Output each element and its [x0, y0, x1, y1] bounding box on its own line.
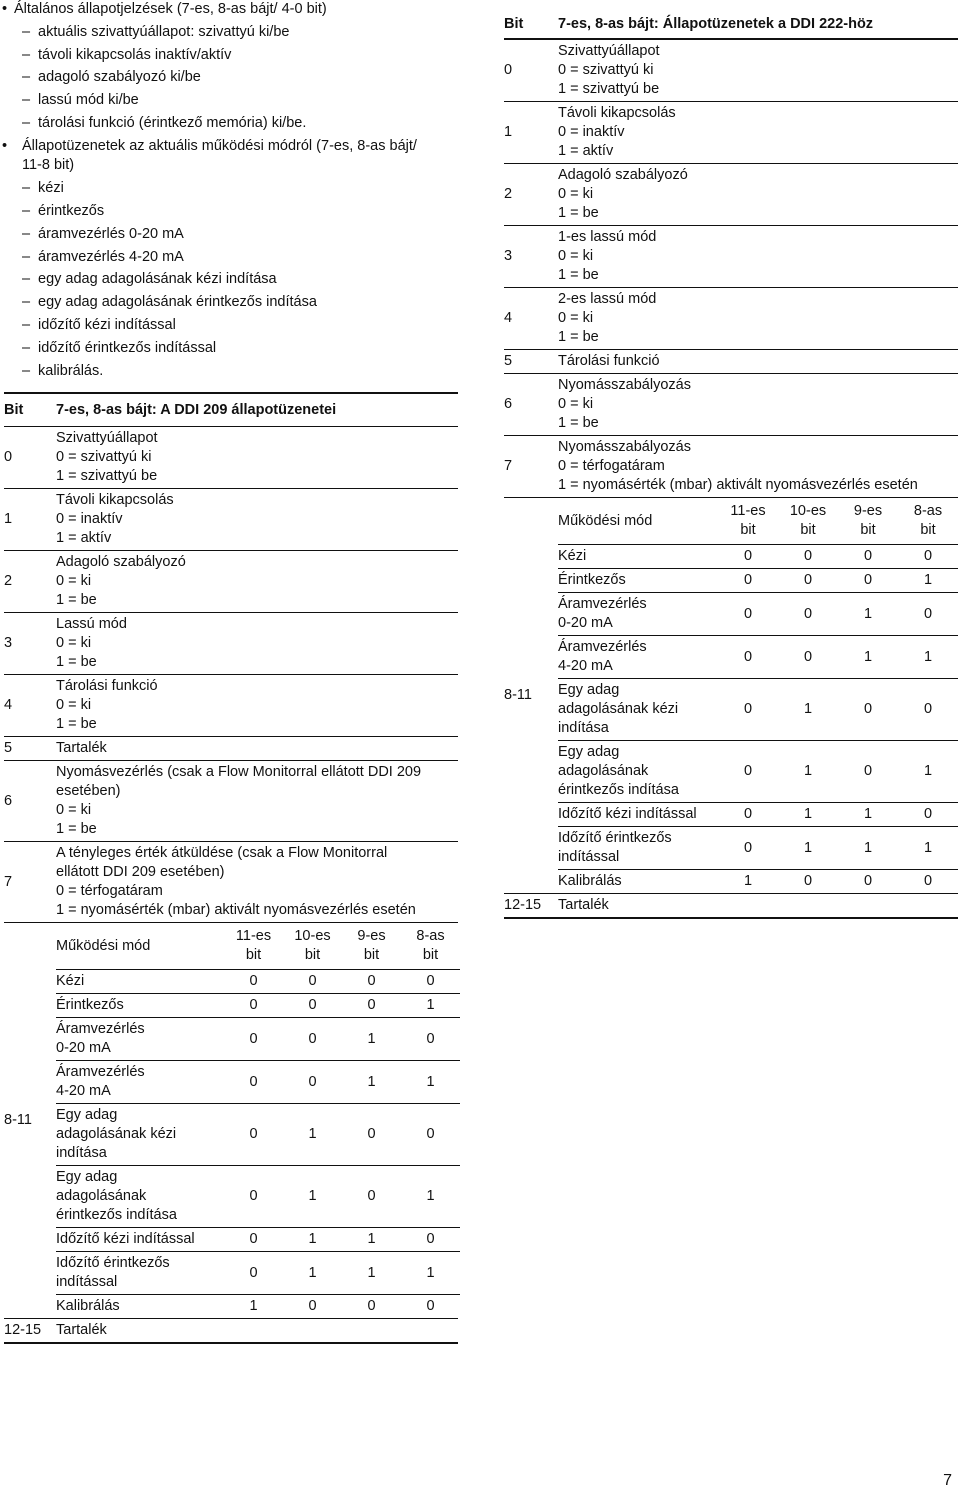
dash-icon: – [22, 340, 31, 356]
bit-number: 1 [504, 102, 558, 164]
table-row [504, 894, 958, 919]
dash-icon: – [22, 47, 31, 63]
bit-number: 8-11 [4, 923, 56, 1319]
dash-icon: – [22, 180, 31, 196]
bit-description: Távoli kikapcsolás 0 = inaktív 1 = aktív [558, 102, 958, 164]
bit-description: Tartalék [56, 737, 458, 761]
mode-row: Kalibrálás 1 0 0 0 [558, 870, 958, 894]
list-item: egy adag adagolásának kézi indítása [38, 271, 277, 287]
table-row [504, 39, 958, 102]
dash-icon: – [22, 24, 31, 40]
mode-row: Áramvezérlés 0-20 mA 0 0 1 0 [56, 1018, 460, 1061]
mode-row: Áramvezérlés 0-20 mA 0 0 1 0 [558, 593, 958, 636]
table-row [4, 675, 458, 737]
table-title: 7-es, 8-as bájt: A DDI 209 állapotüzenetei [56, 401, 337, 418]
bit11-header: 11-es bit [730, 503, 766, 538]
bit-number: 6 [4, 761, 56, 842]
bit-number: 7 [504, 436, 558, 498]
table-row [4, 489, 458, 551]
dash-icon: – [22, 271, 31, 287]
table-row [4, 737, 458, 761]
bit-number: 4 [504, 288, 558, 350]
bit-number: 1 [4, 489, 56, 551]
dash-icon: – [22, 294, 31, 310]
bit-number: 12-15 [4, 1319, 56, 1344]
table-row [4, 1319, 458, 1344]
list-item: kézi [38, 180, 64, 196]
dash-icon: – [22, 115, 31, 131]
list-item: áramvezérlés 0-20 mA [38, 226, 184, 242]
ddi209-status-table [4, 392, 458, 1344]
table-row [504, 164, 958, 226]
mode-row: Kézi 0 0 0 0 [56, 970, 460, 994]
mode-row: Egy adag adagolásának kézi indítása 0 1 0 0 [56, 1104, 460, 1166]
bit-description: Szivattyúállapot 0 = szivattyú ki 1 = szivattyú be [558, 43, 660, 97]
list-item: tárolási funkció (érintkező memória) ki/be. [38, 115, 307, 131]
mode-row: Egy adag adagolásának érintkezős indítása 0 1 0 1 [558, 741, 958, 803]
mode-row: Egy adag adagolásának kézi indítása 0 1 0 0 [558, 679, 958, 741]
bullet-heading-1: Általános állapotjelzések (7-es, 8-as bájt/ 4-0 bit) [14, 1, 327, 17]
dash-icon: – [22, 92, 31, 108]
dash-icon: – [22, 69, 31, 85]
dash-icon: – [22, 203, 31, 219]
mode-row: Időzítő kézi indítással 0 1 1 0 [558, 803, 958, 827]
bit9-header: 9-es bit [357, 928, 386, 963]
bit-number: 7 [4, 842, 56, 923]
list-item: kalibrálás. [38, 363, 104, 379]
bit-description: 2-es lassú mód 0 = ki 1 = be [558, 288, 958, 350]
bit-number: 2 [4, 551, 56, 613]
table-row [504, 102, 958, 164]
bit-description: A tényleges érték átküldése (csak a Flow Monitorral ellátott DDI 209 esetében) 0 = térfogatáram 1 = nyomásérték (mbar) aktivált nyomásvezérlés esetén [56, 842, 458, 923]
mode-row: Egy adag adagolásának érintkezős indítása 0 1 0 1 [56, 1166, 460, 1228]
bit-description: Nyomásszabályozás 0 = ki 1 = be [558, 374, 958, 436]
bullet-heading-2: Állapotüzenetek az aktuális működési módról (7-es, 8-as bájt/ [22, 138, 417, 154]
table-row [4, 427, 458, 489]
bit-number: 3 [504, 226, 558, 288]
list-item: áramvezérlés 4-20 mA [38, 249, 184, 265]
mode-header: Működési mód [558, 512, 653, 529]
bit-description: Adagoló szabályozó 0 = ki 1 = be [56, 551, 458, 613]
ddi222-status-table [504, 10, 958, 919]
mode-row: Időzítő érintkezős indítással 0 1 1 1 [558, 827, 958, 870]
bit-number: 12-15 [504, 894, 558, 919]
bit8-header: 8-as bit [416, 928, 445, 963]
table-row [504, 498, 958, 894]
table-row [4, 551, 458, 613]
bit-description: Tárolási funkció 0 = ki 1 = be [56, 675, 458, 737]
table-row [4, 613, 458, 675]
list-item: időzítő érintkezős indítással [38, 340, 217, 356]
table-title: 7-es, 8-as bájt: Állapotüzenetek a DDI 222-höz [558, 10, 958, 39]
bit-header: Bit [504, 10, 558, 39]
mode-row: Időzítő érintkezős indítással 0 1 1 1 [56, 1252, 460, 1295]
bit-description: Távoli kikapcsolás 0 = inaktív 1 = aktív [56, 489, 458, 551]
table-row [4, 761, 458, 842]
list-item: aktuális szivattyúállapot: szivattyú ki/be [38, 24, 290, 40]
mode-header: Működési mód [56, 937, 151, 954]
table-row [4, 842, 458, 923]
list-item: érintkezős [38, 203, 105, 219]
bit-description: Nyomásvezérlés (csak a Flow Monitorral ellátott DDI 209 esetében) 0 = ki 1 = be [56, 761, 458, 842]
bit-number: 6 [504, 374, 558, 436]
bit10-header: 10-es bit [789, 503, 827, 538]
mode-row: Érintkezős 0 0 0 1 [56, 994, 460, 1018]
bit-number: 3 [4, 613, 56, 675]
list-item: lassú mód ki/be [38, 92, 139, 108]
dash-icon: – [22, 249, 31, 265]
mode-row: Kézi 0 0 0 0 [558, 545, 958, 569]
dash-icon: – [22, 317, 31, 333]
bit-number: 2 [504, 164, 558, 226]
bullet-icon: • [2, 138, 8, 154]
bit-header: Bit [4, 401, 24, 418]
mode-row: Időzítő kézi indítással 0 1 1 0 [56, 1228, 460, 1252]
bit-description: Tartalék [558, 894, 958, 919]
bit-number: 5 [504, 350, 558, 374]
table-row [504, 436, 958, 498]
bit-number: 4 [4, 675, 56, 737]
bit11-header: 11-es bit [235, 928, 272, 963]
bullet-icon: • [2, 1, 8, 17]
bit-description: Tartalék [56, 1319, 458, 1344]
bit10-header: 10-es bit [294, 928, 331, 963]
mode-row: Érintkezős 0 0 0 1 [558, 569, 958, 593]
table-row [504, 226, 958, 288]
table-row [504, 374, 958, 436]
bit-description: Szivattyúállapot 0 = szivattyú ki 1 = szivattyú be [56, 427, 458, 489]
mode-row: Kalibrálás 1 0 0 0 [56, 1295, 460, 1319]
table-row [4, 923, 458, 1319]
list-item: adagoló szabályozó ki/be [38, 69, 201, 85]
list-item: távoli kikapcsolás inaktív/aktív [38, 47, 232, 63]
table-row [504, 288, 958, 350]
page-number: 7 [943, 1472, 952, 1489]
table-row [504, 350, 958, 374]
bit-description: Nyomásszabályozás 0 = térfogatáram 1 = nyomásérték (mbar) aktivált nyomásvezérlés esetén [558, 436, 958, 498]
dash-icon: – [22, 363, 31, 379]
list-item: egy adag adagolásának érintkezős indítása [38, 294, 317, 310]
dash-icon: – [22, 226, 31, 242]
bit9-header: 9-es bit [853, 503, 883, 538]
mode-row: Áramvezérlés 4-20 mA 0 0 1 1 [558, 636, 958, 679]
bit-number: 5 [4, 737, 56, 761]
operating-mode-subtable [558, 498, 958, 894]
list-item: időzítő kézi indítással [38, 317, 176, 333]
bit-number: 0 [4, 427, 56, 489]
operating-mode-subtable [56, 923, 458, 1319]
bit-description: Adagoló szabályozó 0 = ki 1 = be [558, 164, 958, 226]
bit-description: Tárolási funkció [558, 350, 958, 374]
bit-number: 0 [504, 62, 513, 78]
bit-description: Lassú mód 0 = ki 1 = be [56, 613, 458, 675]
bullet-heading-2-cont: 11-8 bit) [22, 157, 75, 173]
bit-number: 8-11 [504, 498, 558, 894]
bit8-header: 8-as bit [913, 503, 943, 538]
bit-description: 1-es lassú mód 0 = ki 1 = be [558, 226, 958, 288]
mode-row: Áramvezérlés 4-20 mA 0 0 1 1 [56, 1061, 460, 1104]
